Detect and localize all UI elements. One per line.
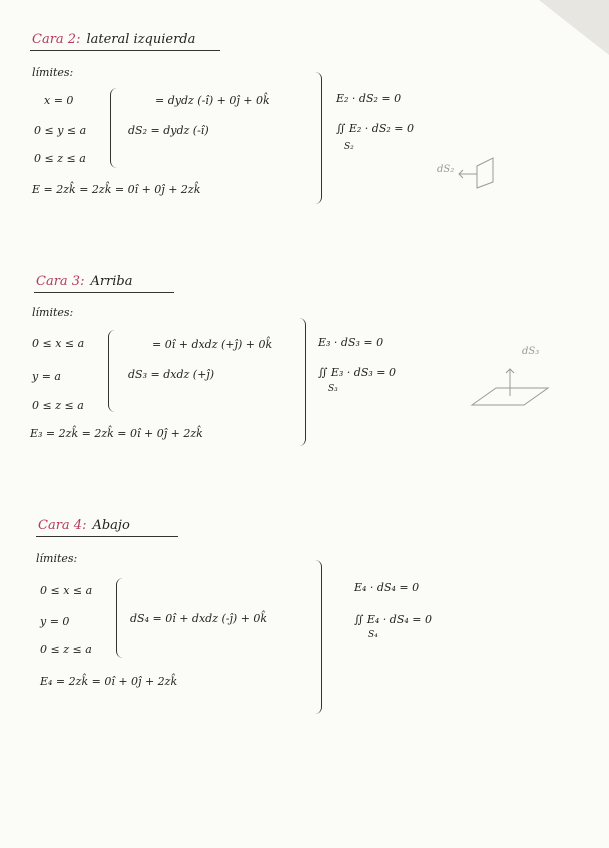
face-3-title: Arriba: [90, 274, 133, 289]
face-4-limit-x: 0 ≤ x ≤ a: [40, 584, 93, 597]
face-2-label: Cara 2:: [32, 32, 81, 47]
face-3-limit-z: 0 ≤ z ≤ a: [32, 399, 84, 412]
face-3-limits-brace: [108, 330, 116, 412]
face-3-ds-short: dS₃ = dxdz (+ĵ): [128, 368, 214, 381]
face-2-limit-x: x = 0: [44, 94, 74, 107]
face-3-ds-full: = 0î + dxdz (+ĵ) + 0k̂: [152, 338, 273, 351]
face-2-integral: ∬ E₂ · dS₂ = 0: [336, 122, 414, 135]
face-2-right-brace: [314, 72, 322, 204]
face-3-heading: [36, 274, 133, 289]
face-3-sketch-label: dS₃: [522, 346, 540, 357]
face-3-field: E₃ = 2zk̂ = 2zk̂ = 0î + 0ĵ + 2zk̂: [30, 427, 203, 440]
face-4-field: E₄ = 2zk̂ = 0î + 0ĵ + 2zk̂: [40, 675, 178, 688]
face-3-underline: [34, 292, 174, 293]
face-4-limit-z: 0 ≤ z ≤ a: [40, 643, 92, 656]
face-3-label: Cara 3:: [36, 274, 85, 289]
face-2-integral-sub: S₂: [344, 142, 354, 152]
face-2-ds-short: dS₂ = dydz (-î): [128, 124, 209, 137]
face-4-dot: E₄ · dS₄ = 0: [354, 581, 420, 594]
face-4-right-brace: [314, 560, 322, 714]
face-3-integral: ∬ E₃ · dS₃ = 0: [318, 366, 396, 379]
face-3-right-brace: [298, 318, 306, 446]
face-4-limit-y: y = 0: [40, 615, 70, 628]
face-4-heading: [38, 518, 130, 533]
face-2-limits-brace: [110, 88, 118, 168]
face-4-title: Abajo: [92, 518, 130, 533]
face-4-ds-short: dS₄ = 0î + dxdz (-ĵ) + 0k̂: [130, 612, 268, 625]
face-2-limits-label: límites:: [32, 66, 74, 79]
face-2-limit-z: 0 ≤ z ≤ a: [34, 152, 86, 165]
face-4-label: Cara 4:: [38, 518, 87, 533]
face-3-limit-x: 0 ≤ x ≤ a: [32, 337, 85, 350]
face-3-normal-sketch: [470, 355, 550, 414]
face-2-underline: [30, 50, 220, 51]
page-corner: [539, 0, 609, 55]
face-2-heading: [32, 32, 195, 47]
face-4-limits-label: límites:: [36, 552, 78, 565]
face-4-integral-sub: S₄: [368, 630, 378, 640]
face-4-underline: [36, 536, 178, 537]
face-4-integral: ∬ E₄ · dS₄ = 0: [354, 613, 432, 626]
face-3-limit-y: y = a: [32, 370, 61, 383]
face-3-dot: E₃ · dS₃ = 0: [318, 336, 384, 349]
face-2-normal-sketch: [455, 156, 500, 195]
face-2-field: E = 2zk̂ = 2zk̂ = 0î + 0ĵ + 2zk̂: [32, 183, 201, 196]
face-2-dot: E₂ · dS₂ = 0: [336, 92, 402, 105]
face-3-integral-sub: S₃: [328, 384, 338, 394]
face-4-limits-brace: [116, 578, 124, 658]
face-3-limits-label: límites:: [32, 306, 74, 319]
face-2-limit-y: 0 ≤ y ≤ a: [34, 124, 87, 137]
face-2-ds-full: = dydz (-î) + 0ĵ + 0k̂: [155, 94, 270, 107]
face-2-sketch-label: dS₂: [437, 164, 455, 175]
face-2-title: lateral izquierda: [86, 32, 196, 47]
